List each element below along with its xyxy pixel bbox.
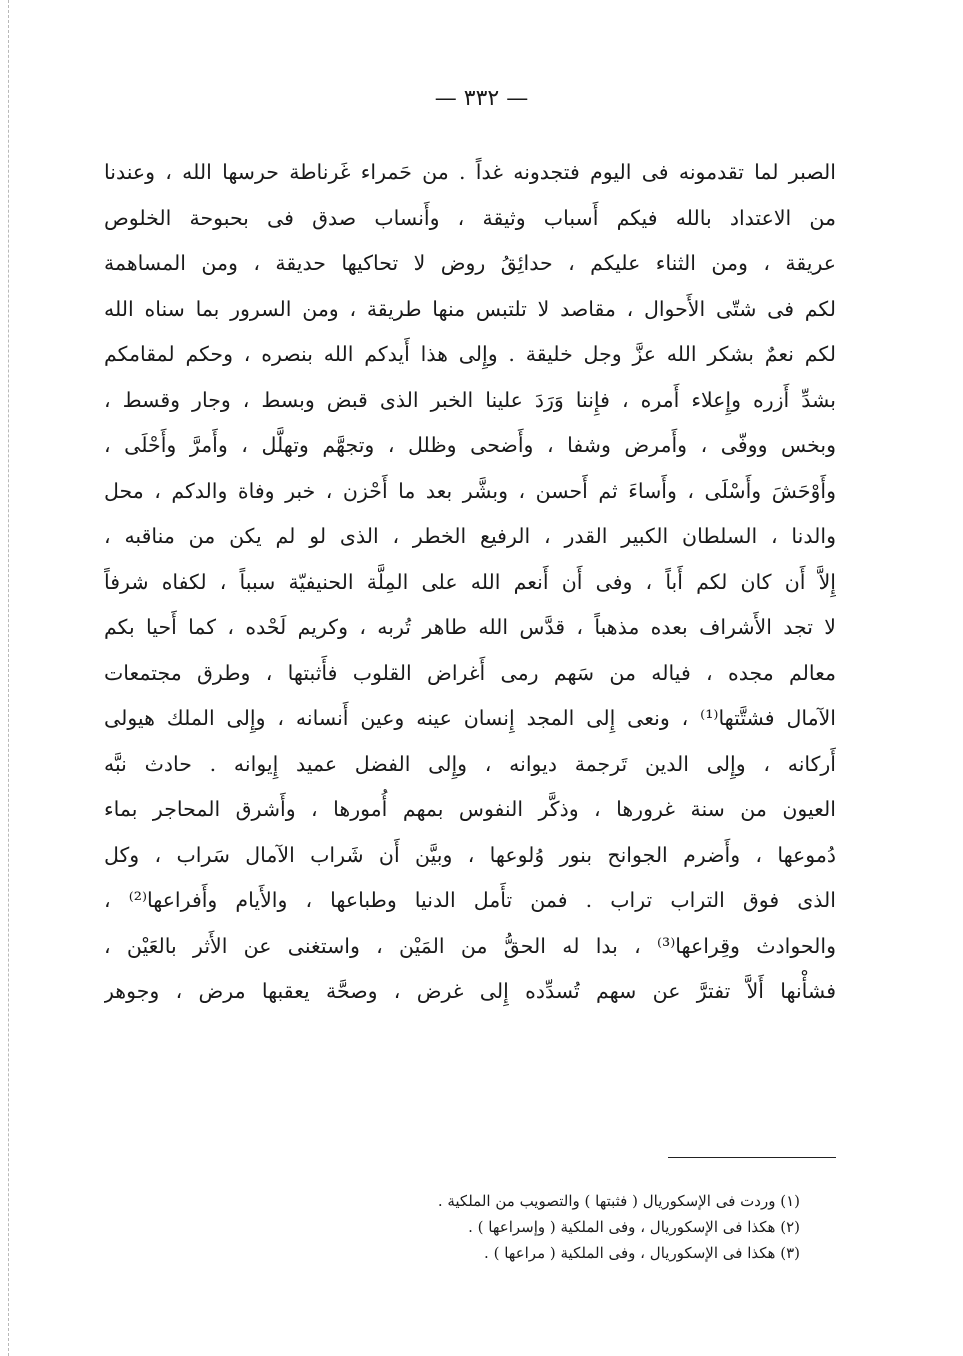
text-line: الصبر لما تقدمونه فى اليوم فتجدونه غداً . من حَمراء غَرناطة حرسها الله ، وعندنا (104, 160, 836, 184)
footnote-3: (٣) هكذا فى الإسكوريال ، وفى الملكية ( مراعها ) . (484, 1244, 800, 1262)
text-line: من الاعتداد بالله فيكم أَسباب وثيقة ، وأَنساب صدق فى بحبوحة الخلوص (104, 205, 836, 230)
text-line: لكم فى شتّى الأَحوال ، مقاصد لا تلتبس منها طريقة ، ومن السرور بما سناه الله (104, 296, 836, 321)
page-number: — ٣٣٢ — (434, 86, 529, 111)
text-line: عريقة ، ومن الثناء عليكم ، حدائِقُ روض لا تحاكيها حديقة ، ومن المساهمة (104, 251, 836, 275)
footnote-separator (668, 1157, 836, 1158)
text-line: وبخس ووفّى ، وأَمرض وشفا ، وأَضحى وظلل ، وتجهَّم وتهلَّل ، وأَمرَّ وأَحْلَى ، (104, 433, 836, 457)
text-line: أَركانه ، وإِلى الدين تَرجمة ديوانه ، وإِلى الفضل عميد إِيوانه . حادث نبَّه (104, 751, 836, 776)
body-text (104, 150, 836, 1015)
text-line: معالم مجده ، فياله من سَهم رمى أَغراض القلوب فأَثبتها ، وطرق مجتمعات (104, 660, 836, 685)
text-line: لا تجد الأَشراف بعده مذهباً ، قدَّس الله طاهر تُربه ، وكريم لَحْده ، كما أَحيا بكم (104, 615, 836, 639)
text-line: إِلاَّ أَن كان لكم أَباً ، وفى أَن أَنعم الله على المِلَّة الحنيفيّة سبباً ، لكفاه شرفاً (104, 569, 836, 594)
text-line: العيون من سنة غرورها ، وذكَّر النفوس بمهم أُمورها ، وأَشرق المحاجر بماء (104, 797, 836, 821)
footnote-2: (٢) هكذا فى الإسكوريال ، وفى الملكية ( وإسراعها ) . (468, 1218, 800, 1236)
footnotes (300, 1188, 800, 1266)
text-line: وأَوْحَشَ وأَسْلَى ، وأَساءَ ثم أَحسن ، وبشَّر بعد ما أَحْزن ، خبر وفاة والدكم ، محل (104, 478, 836, 503)
text-line: الآمال فشتَّتها⁽¹⁾ ، ونعى إِلى المجد إِنسان عينه وعين أَنسانه ، وإِلى الملك هيولى (104, 706, 836, 730)
text-line: بشدِّ أَزره وإِعلاء أَمره ، فإِننا وَرَدَ علينا الخبر الذى قبض وبسط ، وجار وقسط ، (104, 387, 836, 412)
page-edge-line (8, 0, 9, 1356)
footnote-1: (١) وردت فى الإسكوريال ( فثبتها ) والتصويب من الملكية . (437, 1192, 800, 1210)
text-line: لكم نعمٌ بشكر الله عزَّ وجل خليقة . وإِلى هذا أَيدكم الله بنصره ، وحكم لمقامكم (104, 342, 836, 366)
text-line: دُموعها ، وأَضرم الجوانح بنور وُلوعها ، وبيَّن أَن شَراب الآمال سَراب ، وكل (104, 842, 836, 867)
text-line: والدنا ، السلطان الكبير القدر ، الرفيع الخطر ، الذى لو لم يكن من مناقبه ، (104, 524, 836, 548)
text-line: فشأْنها أَلاَّ تفترَّ عن سهم تُسدِّده إِلى غرض ، وصحَّة يعقبها مرض ، وجوهر (104, 979, 836, 1003)
text-line: والحوادث وقِراعها⁽³⁾ ، بدا له الحقُّ من المَيْن ، واستغنى عن الأَثر بالعَيْن ، (104, 933, 836, 958)
text-line: الذى فوق التراب تراب . فمن تأَمل الدنيا وطباعها ، والأَيام وأَفراعها⁽²⁾ ، (104, 888, 836, 912)
